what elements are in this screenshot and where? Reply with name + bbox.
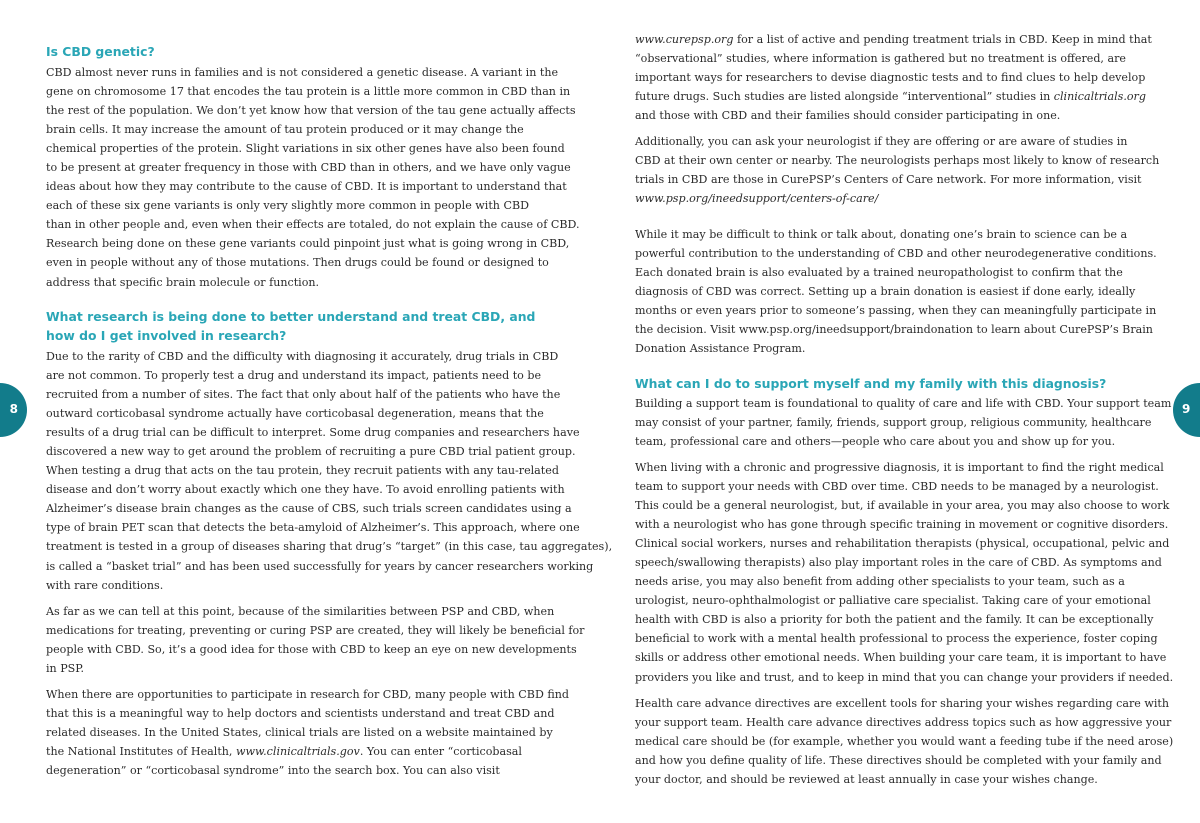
page-number-right: 9 — [1182, 402, 1191, 416]
heading-line: What research is being done to better understand and treat CBD, and — [46, 309, 536, 324]
text-line: skills or address other emotional needs. When building your care team, it is important to have — [635, 651, 1167, 665]
link-centers-of-care[interactable]: www.psp.org/ineedsupport/centers-of-care/ — [635, 192, 879, 206]
text-line: the rest of the population. We don’t yet know how that version of the tau gene actually affects — [46, 104, 576, 118]
text-line: When living with a chronic and progressive diagnosis, it is important to find the right medical — [635, 461, 1164, 474]
text-line: Building a support team is foundational to quality of care and life with CBD. Your support team — [635, 397, 1172, 410]
text-line: providers you like and trust, and to keep in mind that you can change your providers if needed. — [635, 670, 1174, 684]
text-line: is called a “basket trial” and has been used successfully for years by cancer researchers working — [46, 559, 594, 573]
page-number-tab-left — [0, 383, 27, 437]
text-line: outward corticobasal syndrome actually have corticobasal degeneration, means that the — [46, 407, 544, 421]
text-line: team to support your needs with CBD over time. CBD needs to be managed by a neurologist. — [635, 480, 1159, 494]
link-clinicaltrials-gov[interactable]: www.clinicaltrials.gov — [235, 745, 360, 759]
text-line: Donation Assistance Program. — [635, 342, 806, 356]
text-line: address that specific brain molecule or function. — [46, 275, 320, 289]
text-line: medications for treating, preventing or curing PSP are created, they will likely be beneficial for — [46, 624, 585, 638]
paragraph-drug-trials — [46, 347, 612, 595]
text-line: Additionally, you can ask your neurologist if they are offering or are aware of studies in — [635, 135, 1128, 148]
text-line: diagnosis of CBD was correct. Setting up a brain donation is easiest if done early, ideally — [635, 285, 1136, 299]
text-line: Research being done on these gene variants could pinpoint just what is going wrong in CBD, — [46, 237, 570, 251]
text-line: may consist of your partner, family, friends, support group, religious community, healthcare — [635, 416, 1152, 430]
text-line: trials in CBD are those in CurePSP’s Centers of Care network. For more information, visit — [635, 173, 1142, 187]
text-line: beneficial to work with a mental health professional to process the experience, foster coping — [635, 632, 1158, 646]
paragraph-genetics — [46, 63, 580, 292]
text-line — [635, 87, 1152, 106]
text-line: This could be a general neurologist, but, if available in your area, you may also choose to work — [635, 499, 1170, 513]
text-line: team, professional care and others—people who care about you and show up for you. — [635, 435, 1116, 449]
text-segment: for a list of active and pending treatment trials in CBD. Keep in mind that — [733, 33, 1152, 46]
text-line: “observational” studies, where information is gathered but no treatment is offered, are — [635, 52, 1126, 66]
paragraph-participate — [46, 685, 569, 780]
text-line: While it may be difficult to think or talk about, donating one’s brain to science can be a — [635, 228, 1128, 241]
link-curepsp-org[interactable]: www.curepsp.org — [635, 33, 734, 46]
text-line: needs arise, you may also benefit from adding other specialists to your team, such as a — [635, 575, 1125, 589]
text-line: each of these six gene variants is only very slightly more common in people with CBD — [46, 199, 530, 213]
text-line: health with CBD is also a priority for both the patient and the family. It can be exceptionally — [635, 613, 1154, 627]
text-line: to be present at greater frequency in those with CBD than in others, and we have only vague — [46, 161, 571, 175]
text-line: type of brain PET scan that detects the beta-amyloid of Alzheimer’s. This approach, where one — [46, 521, 580, 535]
text-line: people with CBD. So, it’s a good idea for those with CBD to keep an eye on new developments — [46, 643, 577, 657]
text-line: degeneration” or “corticobasal syndrome” into the search box. You can also visit — [46, 764, 500, 778]
text-line: medical care should be (for example, whether you would want a feeding tube if the need arose) — [635, 735, 1174, 749]
paragraph-medical-team — [635, 458, 1173, 687]
text-line: chemical properties of the protein. Slight variations in six other genes have also been found — [46, 142, 565, 156]
text-line: the decision. Visit www.psp.org/ineedsupport/braindonation to learn about CurePSP’s Brain — [635, 323, 1153, 337]
text-line: your support team. Health care advance directives address topics such as how aggressive your — [635, 716, 1172, 730]
text-line: important ways for researchers to devise diagnostic tests and to find clues to help develop — [635, 71, 1146, 85]
text-line: discovered a new way to get around the problem of recruiting a pure CBD trial patient group. — [46, 445, 576, 459]
text-line: in PSP. — [46, 662, 85, 676]
text-line: gene on chromosome 17 that encodes the tau protein is a little more common in CBD than in — [46, 85, 571, 99]
paragraph-psp-similarity — [46, 602, 585, 678]
text-segment: future drugs. Such studies are listed alongside “interventional” studies in — [635, 90, 1054, 104]
text-segment: . You can enter “corticobasal — [359, 745, 522, 759]
text-line: brain cells. It may increase the amount of tau protein produced or it may change the — [46, 123, 524, 137]
page-number-left: 8 — [9, 402, 18, 416]
text-line: urologist, neuro-ophthalmologist or palliative care specialist. Taking care of your emotional — [635, 594, 1151, 608]
text-line: than in other people and, even when their effects are totaled, do not explain the cause of CBD. — [46, 218, 580, 232]
page-number-tab-right — [1173, 383, 1200, 437]
text-line: powerful contribution to the understanding of CBD and other neurodegenerative conditions. — [635, 247, 1157, 261]
text-line: Each donated brain is also evaluated by a trained neuropathologist to confirm that the — [635, 266, 1123, 280]
paragraph-ask-neurologist — [635, 132, 1159, 208]
text-line: CBD almost never runs in families and is not considered a genetic disease. A variant in the — [46, 66, 559, 79]
text-line: results of a drug trial can be difficult to interpret. Some drug companies and researchers have — [46, 426, 580, 440]
text-line: that this is a meaningful way to help doctors and scientists understand and treat CBD and — [46, 707, 555, 721]
text-line: recruited from a number of sites. The fact that only about half of the patients who have the — [46, 388, 561, 402]
paragraph-brain-donation — [635, 225, 1157, 358]
text-line: related diseases. In the United States, clinical trials are listed on a website maintained by — [46, 726, 553, 740]
text-line: and those with CBD and their families should consider participating in one. — [635, 109, 1061, 123]
text-line: Health care advance directives are excellent tools for sharing your wishes regarding care with — [635, 697, 1170, 710]
text-line: CBD at their own center or nearby. The neurologists perhaps most likely to know of research — [635, 154, 1160, 168]
text-line: your doctor, and should be reviewed at least annually in case your wishes change. — [635, 773, 1098, 787]
text-line: When there are opportunities to participate in research for CBD, many people with CBD find — [46, 688, 570, 701]
heading-line: how do I get involved in research? — [46, 328, 287, 344]
paragraph-curepsp-trials — [635, 30, 1152, 125]
text-line: speech/swallowing therapists) also play important roles in the care of CBD. As symptoms and — [635, 556, 1162, 570]
text-line: with rare conditions. — [46, 578, 164, 592]
text-segment: the National Institutes of Health, — [46, 745, 236, 759]
text-line: even in people without any of those mutations. Then drugs could be found or designed to — [46, 256, 549, 270]
text-line: When testing a drug that acts on the tau protein, they recruit patients with any tau-related — [46, 464, 559, 478]
paragraph-support-team — [635, 394, 1171, 451]
text-line: Clinical social workers, nurses and rehabilitation therapists (physical, occupational, pelvic and — [635, 537, 1170, 551]
text-line — [635, 30, 1152, 49]
text-line: ideas about how they may contribute to the cause of CBD. It is important to understand that — [46, 180, 567, 194]
link-clinicaltrials-org[interactable]: clinicaltrials.org — [1053, 90, 1146, 104]
paragraph-advance-directives — [635, 694, 1173, 789]
heading-support-myself: What can I do to support myself and my family with this diagnosis? — [635, 376, 1107, 391]
heading-research — [46, 307, 535, 346]
text-line: with a neurologist who has gone through specific training in movement or cognitive disorders. — [635, 518, 1169, 532]
text-line: are not common. To properly test a drug and understand its impact, patients need to be — [46, 369, 542, 383]
heading-is-cbd-genetic: Is CBD genetic? — [46, 44, 155, 59]
text-line: Alzheimer’s disease brain changes as the cause of CBS, such trials screen candidates using a — [46, 502, 572, 516]
text-line: disease and don’t worry about exactly which one they have. To avoid enrolling patients with — [46, 483, 565, 497]
text-line: and how you define quality of life. These directives should be completed with your family and — [635, 754, 1162, 768]
text-line: As far as we can tell at this point, because of the similarities between PSP and CBD, when — [46, 605, 555, 618]
text-line: months or even years prior to someone’s passing, when they can meaningfully participate in — [635, 304, 1157, 318]
text-line — [635, 189, 1159, 208]
text-line: Due to the rarity of CBD and the difficulty with diagnosing it accurately, drug trials in CBD — [46, 350, 559, 363]
text-line: treatment is tested in a group of diseases sharing that drug’s “target” (in this case, tau aggregates), — [46, 540, 613, 554]
text-line — [46, 742, 569, 761]
